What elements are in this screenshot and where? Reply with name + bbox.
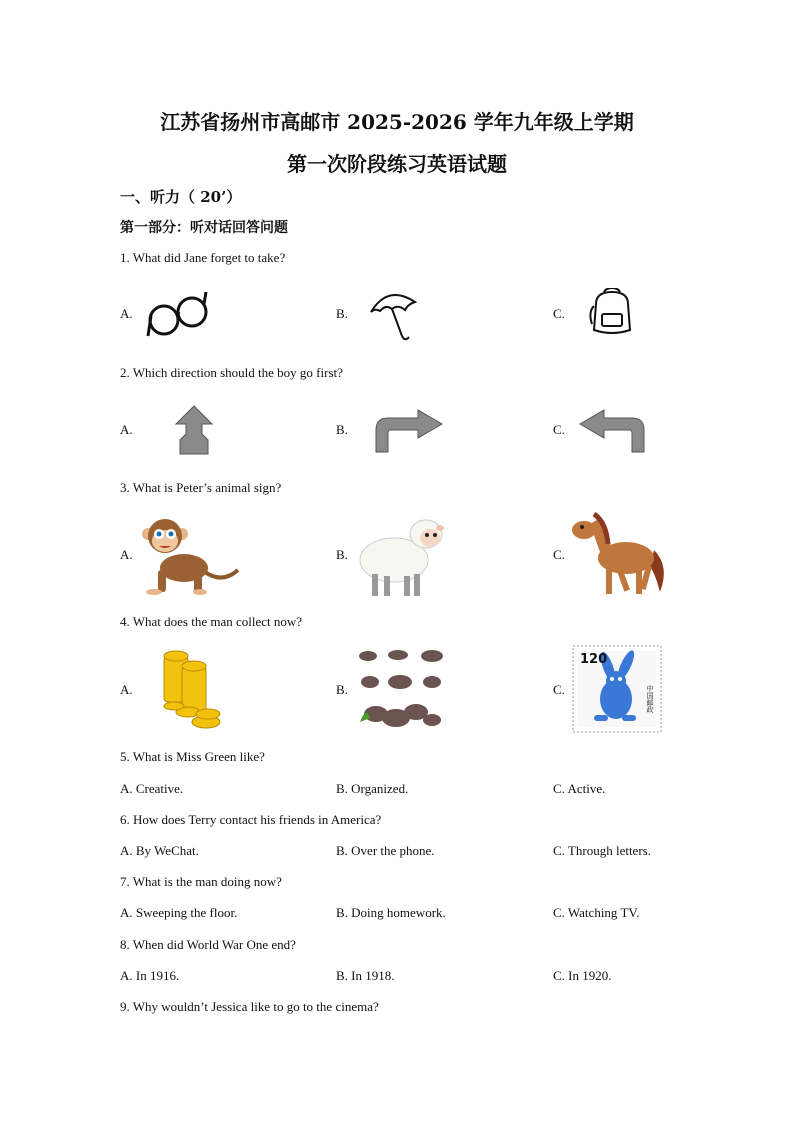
option-3a[interactable]: A.	[120, 547, 133, 562]
option-3b[interactable]: B.	[336, 547, 348, 562]
stones-icon	[356, 646, 446, 730]
stamp-country: 中国邮政	[646, 685, 654, 713]
option-8a[interactable]: A. In 1916.	[120, 968, 180, 983]
option-3c[interactable]: C.	[553, 547, 565, 562]
question-2: 2. Which direction should the boy go first?	[120, 365, 343, 380]
question-3: 3. What is Peter’s animal sign?	[120, 480, 282, 495]
backpack-icon	[586, 288, 638, 336]
option-6a[interactable]: A. By WeChat.	[120, 843, 199, 858]
option-5c[interactable]: C. Active.	[553, 781, 606, 796]
monkey-icon	[140, 512, 240, 596]
section-heading: 一、听力（ 20’）	[120, 188, 242, 206]
arrow-turn-right-icon	[372, 408, 444, 454]
option-2a[interactable]: A.	[120, 422, 133, 437]
question-5: 5. What is Miss Green like?	[120, 749, 265, 764]
option-5b[interactable]: B. Organized.	[336, 781, 409, 796]
question-9: 9. Why wouldn’t Jessica like to go to the cinema?	[120, 999, 379, 1014]
option-8b[interactable]: B. In 1918.	[336, 968, 395, 983]
option-5a[interactable]: A. Creative.	[120, 781, 184, 796]
question-1: 1. What did Jane forget to take?	[120, 250, 286, 265]
question-7: 7. What is the man doing now?	[120, 874, 282, 889]
option-7b[interactable]: B. Doing homework.	[336, 905, 446, 920]
stamp-value: 120	[580, 652, 608, 667]
horse-icon	[570, 510, 670, 600]
page-title-line2: 第一次阶段练习英语试题	[287, 152, 507, 176]
option-7a[interactable]: A. Sweeping the floor.	[120, 905, 238, 920]
coins-icon	[160, 646, 224, 730]
umbrella-icon	[368, 290, 418, 342]
arrow-up-icon	[174, 404, 214, 456]
page-title-line1: 江苏省扬州市高邮市 2025-2026 学年九年级上学期	[160, 110, 634, 134]
sheep-icon	[356, 512, 444, 598]
option-4c[interactable]: C.	[553, 682, 565, 697]
stamp-icon	[572, 645, 662, 733]
question-6: 6. How does Terry contact his friends in America?	[120, 812, 382, 827]
option-6b[interactable]: B. Over the phone.	[336, 843, 435, 858]
option-4b[interactable]: B.	[336, 682, 348, 697]
option-6c[interactable]: C. Through letters.	[553, 843, 651, 858]
arrow-turn-left-icon	[578, 408, 648, 454]
option-1c[interactable]: C.	[553, 306, 565, 321]
option-1a[interactable]: A.	[120, 306, 133, 321]
option-1b[interactable]: B.	[336, 306, 348, 321]
option-7c[interactable]: C. Watching TV.	[553, 905, 640, 920]
option-2c[interactable]: C.	[553, 422, 565, 437]
part-heading: 第一部分：听对话回答问题	[120, 220, 288, 236]
glasses-icon	[146, 288, 210, 342]
option-2b[interactable]: B.	[336, 422, 348, 437]
option-4a[interactable]: A.	[120, 682, 133, 697]
option-8c[interactable]: C. In 1920.	[553, 968, 612, 983]
question-8: 8. When did World War One end?	[120, 937, 296, 952]
question-4: 4. What does the man collect now?	[120, 614, 303, 629]
